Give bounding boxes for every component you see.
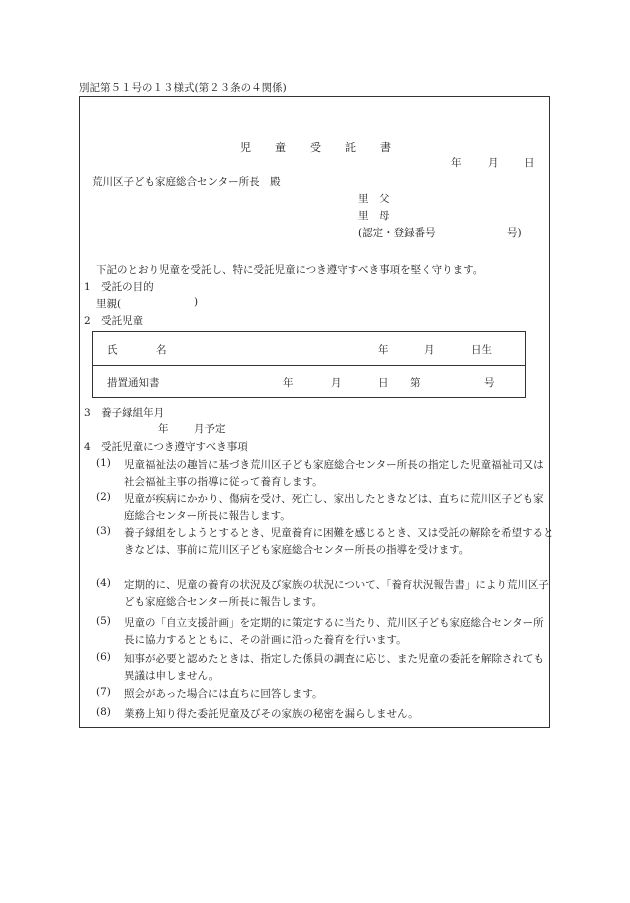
birth-day-label: 日生 [471, 344, 492, 356]
rule-text: 養子縁組をしようとするとき、児童養育に困難を感じるとき、又は受託の解除を希望するときなどは、事前に荒川区子ども家庭総合センター所長の指導を受けます。 [124, 527, 554, 556]
notice-number-suffix: 号 [484, 377, 495, 389]
rule-text: 知事が必要と認めたときは、指定した係員の調査に応じ、また児童の委託を解除されても異議は申しません。 [124, 653, 544, 682]
section2-heading: 2 受託児童 [84, 315, 144, 327]
intro-text: 下記のとおり児童を受託し、特に受託児童につき遵守すべき事項を堅く守ります。 [96, 264, 484, 276]
title-char: 託 [345, 141, 356, 154]
document-title [240, 139, 391, 155]
section1-heading: 1 受託の目的 [84, 281, 154, 293]
notice-number-prefix: 第 [410, 377, 421, 389]
rule-number: (8) [96, 706, 111, 718]
foster-parent-purpose: 里親( [96, 298, 122, 310]
adoption-year-label: 年 [158, 423, 169, 435]
rule-number: (1) [96, 457, 111, 469]
date-year: 年 [451, 157, 462, 169]
rule-number: (5) [96, 615, 111, 627]
rule-text: 児童福祉法の趣旨に基づき荒川区子ども家庭総合センター所長の指定した児童福祉司又は社会福祉主事の指導に従って養育します。 [124, 459, 544, 488]
rule-text: 児童の「自立支援計画」を定期的に策定するに当たり、荒川区子ども家庭総合センター所長に協力するとともに、その計画に沿った養育を行います。 [124, 617, 544, 646]
certification-number-suffix: 号) [507, 227, 522, 239]
rule-text: 定期的に、児童の養育の状況及び家族の状況について、「養育状況報告書」により荒川区子ども家庭総合センター所長に報告します。 [124, 579, 549, 608]
title-char: 童 [275, 141, 286, 154]
title-char: 受 [310, 141, 321, 154]
child-name-label-2: 名 [156, 344, 167, 356]
notice-day-label: 日 [378, 377, 389, 389]
child-name-label-1: 氏 [107, 344, 118, 356]
adoption-month-plan: 月予定 [194, 423, 226, 435]
birth-month-label: 月 [424, 344, 435, 356]
title-char: 書 [380, 141, 391, 154]
rule-number: (4) [96, 577, 111, 589]
form-header-note: 別記第５１号の１３様式(第２３条の４関係) [79, 82, 287, 94]
table-divider [93, 365, 525, 366]
rule-text: 児童が疾病にかかり、傷病を受け、死亡し、家出したときなどは、直ちに荒川区子ども家庭総合センター所長に報告します。 [124, 493, 544, 522]
title-char: 児 [240, 141, 251, 154]
foster-father-label: 里 父 [358, 193, 390, 205]
rule-number: (3) [96, 525, 111, 537]
foster-mother-label: 里 母 [358, 210, 390, 222]
addressee: 荒川区子ども家庭総合センター所長 殿 [92, 176, 281, 188]
section3-heading: 3 養子縁組年月 [84, 407, 165, 419]
rule-text: 業務上知り得た委託児童及びその家族の秘密を漏らしません。 [124, 708, 419, 720]
section4-heading: 4 受託児童につき遵守すべき事項 [84, 441, 248, 453]
rule-number: (6) [96, 651, 111, 663]
date-month: 月 [488, 157, 499, 169]
notice-year-label: 年 [283, 377, 294, 389]
rule-text: 照会があった場合には直ちに回答します。 [124, 688, 323, 700]
foster-parent-purpose-close: ) [194, 296, 199, 308]
placement-notice-label: 措置通知書 [107, 377, 160, 389]
rule-number: (7) [96, 686, 111, 698]
birth-year-label: 年 [378, 344, 389, 356]
notice-month-label: 月 [331, 377, 342, 389]
rule-number: (2) [96, 491, 111, 503]
certification-number-label: (認定・登録番号 [358, 227, 436, 239]
date-day: 日 [524, 157, 535, 169]
